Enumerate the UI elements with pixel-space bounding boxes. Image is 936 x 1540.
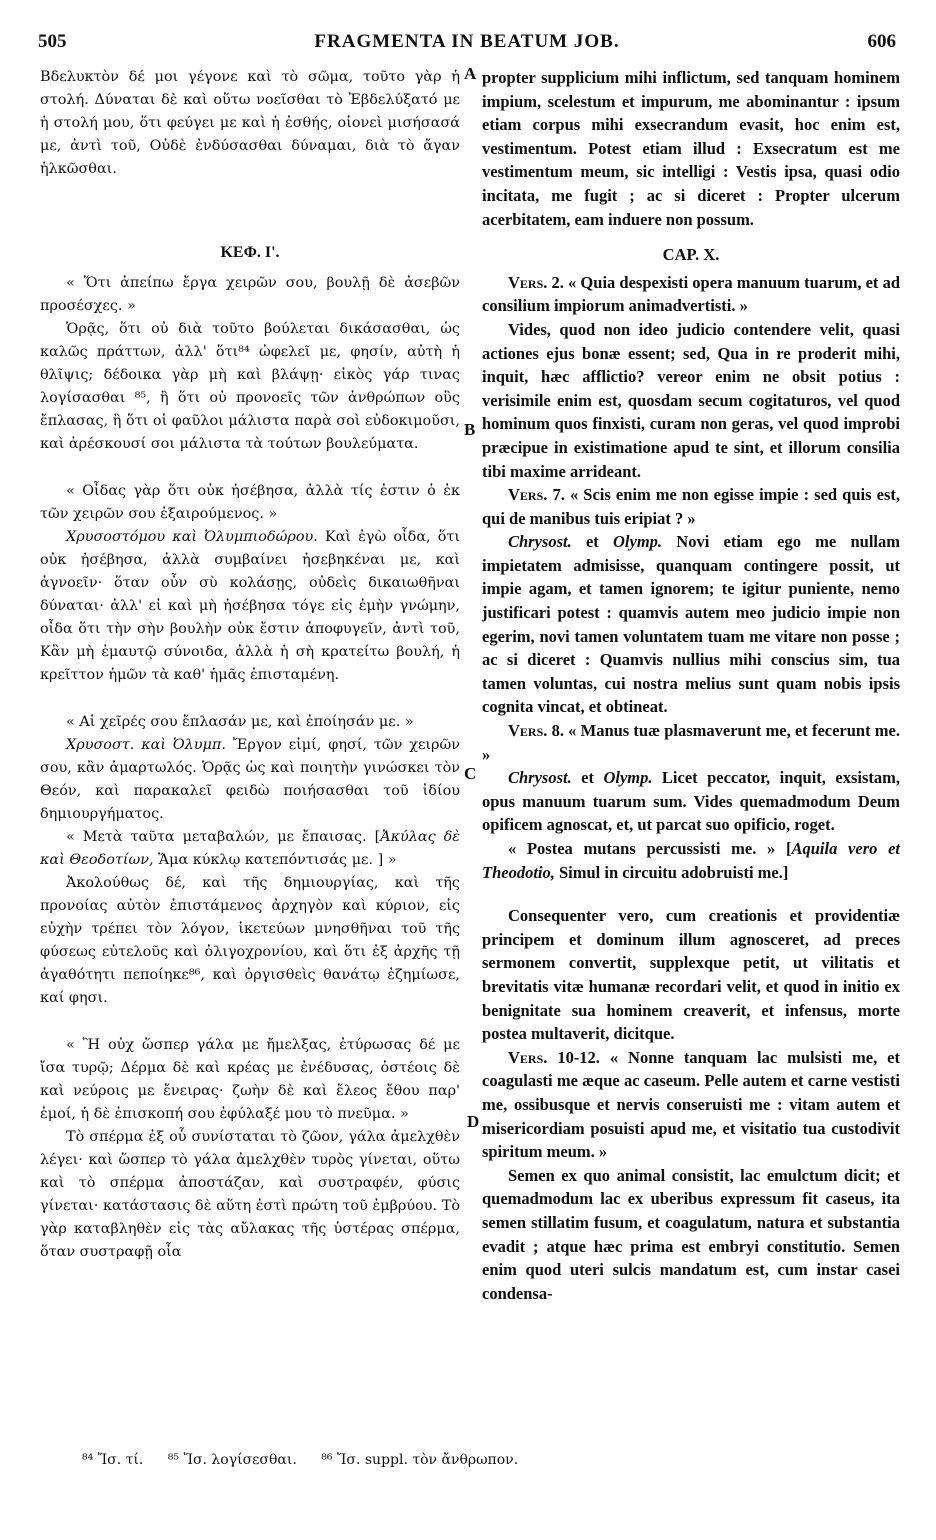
latin-verse-8b-quote: « Postea mutans percussisti me. » [Aquila vero et Theodotio, Simul in circuitu adobruisti me.] [482,839,900,882]
latin-verse-7-quote: Vers. 7. « Scis enim me non egisse impie : sed quis est, qui de manibus tuis eripiat ? » [482,485,900,528]
latin-verse-8b-author: Aquila vero et Theodotio, [482,839,900,882]
latin-chapter-heading: CAP. X. [662,245,720,265]
greek-verse-8b-commentary: Ἀκολούθως δέ, καὶ τῆς δημιουργίας, καὶ τῆς προνοίας αὐτὸν ἐπιστάμενος ἀρχηγὸν καὶ κύριον, εἰς εὐχὴν τρέπει τὸν λόγον, ἱκετεύων μνησθῆναι τοῦ τῆς φύσεως εὐτελοῦς καὶ ὀλιγοχρονίου, καὶ ὅτι ἐξ ἀρχῆς τῇ ἀγαθότητι πεποίηκε⁸⁶, καὶ ὀργισθεὶς θανάτῳ ἐζημίωσε, καί φησι. [40,875,460,1006]
footnote-86: ⁸⁶ Ἴσ. suppl. τὸν ἄνθρωπον. [321,1452,519,1468]
greek-column [40,66,460,1264]
latin-verse-2-quote: Vers. 2. « Quia despexisti opera manuum tuarum, et ad consilium impiorum animadvertisti. » [482,272,900,316]
latin-verse-8-quote: Vers. 8. « Manus tuæ plasmaverunt me, et fecerunt me. » [482,721,900,764]
greek-verse-8-author: Χρυσοστ. καὶ Ὀλυμπ. [66,737,226,753]
margin-mark-c: C [464,764,477,783]
latin-column [482,66,900,1305]
page-number-left: 505 [38,31,67,52]
margin-mark-a: A [464,64,477,83]
latin-verse-10-commentary: Semen ex quo animal consistit, lac emulctum dicit; et quemadmodum lac ex uberibus expressum fit caseus, ita semen stillatim fusum, et coagulatum, natura et substantia evadit ; atque hæc prima est embryi constitutio. Semen enim quod uteri sulcis mandatum est, cum instar casei condensa- [482,1165,900,1303]
footnote-84: ⁸⁴ Ἴσ. τί. [82,1452,144,1468]
greek-verse-10-quote: « Ἢ οὐχ ὥσπερ γάλα με ἤμελξας, ἐτύρωσας δέ με ἴσα τυρῷ; Δέρμα δὲ καὶ κρέας με ἐνέδυσας, ὀστέοις δὲ καὶ νεύροις με ἔνειρας· ζωὴν δὲ καὶ ἔλεος ἔθου παρ' ἐμοί, ἡ δὲ ἐπισκοπή σου ἐφύλαξέ μου τὸ πνεῦμα. » [40,1037,460,1122]
greek-chapter-heading: ΚΕΦ. Ι'. [220,244,280,261]
greek-verse-8b-author: Ἀκύλας δὲ καὶ Θεοδοτίων, [40,829,460,868]
greek-verse-8-commentary: Χρυσοστ. καὶ Ὀλυμπ. Ἔργον εἰμί, φησί, τῶν χειρῶν σου, κἂν ἁμαρτωλός. Ὁρᾷς ὡς καὶ ποιητὴν γινώσκει τὸν Θεόν, καὶ παρακαλεῖ φειδὼ ποιήσασθαι τοῦ ἰδίου δημιουργήματος. [40,737,460,822]
latin-verse-10-label: Vers. 10-12. [508,1047,600,1067]
latin-intro: propter supplicium mihi inflictum, sed tanquam hominem impium, scelestum et impurum, me abominantur : ipsum etiam corpus mihi exsecrandum evasit, hoc enim est, vestimentum. Potest etiam illud : Exsecratum est me vestimentum meum, sic intelligi : Vestis ipsa, quasi odio incitata, me fugit ; ac si diceret : Propter ulcerum acerbitatem, eam induere non possum. [482,68,900,229]
latin-verse-8-commentary: Chrysost. et Olymp. Licet peccator, inquit, exsistam, opus manuum tuarum sum. Vides quemadmodum Deum opificem agnoscat, et, ut parcat suo opificio, roget. [482,768,900,835]
page-header [38,31,896,55]
greek-verse-7-commentary: Χρυσοστόμου καὶ Ὀλυμπιοδώρου. Καὶ ἐγὼ οἶδα, ὅτι οὐκ ἠσέβησα, ἀλλὰ συμβαίνει ἠσεβηκέναι με, καὶ ἀγνοεῖν· ὅταν οὖν σὺ κολάσῃς, οὐδεὶς δικαιωθῆναι δύναται· ἀλλ' εἰ καὶ μὴ ἠσέβησα τόγε εἰς ἐμὴν γνώμην, οἶδα ὅτι τὴν σὴν βουλὴν οὐκ ἔστιν ἀποφυγεῖν, ἀντὶ τοῦ, Κἂν μὴ ἐμαυτῷ σύνοιδα, ἀλλὰ ἡ σὴ κρατείτω βουλή, ἡ κρεῖττον ἡμῶν τὰ καθ' ἡμᾶς ἐπισταμένη. [40,529,461,683]
latin-verse-2-label: Vers. 2. [508,272,564,292]
latin-verse-7-label: Vers. 7. [508,485,565,505]
greek-verse-7-author: Χρυσοστόμου καὶ Ὀλυμπιοδώρου. [66,529,318,545]
latin-verse-2-commentary: Vides, quod non ideo judicio contendere velit, quasi actiones ejus bonæ essent; sed, Qua in re proderit mihi, inquit, hæc afflictio? vereor enim ne obsit potius : verisimile enim est, quosdam secum cogitaturos, vel quod hominum quos finxisti, curam non geras, vel quod improbi præcipue in existimatione apud te sint, et illorum consilia tibi maxime arrideant. [482,319,900,481]
greek-verse-2-quote: « Ὅτι ἀπείπω ἔργα χειρῶν σου, βουλῇ δὲ ἀσεβῶν προσέσχες. » [40,275,460,314]
latin-verse-7-commentary: Chrysost. et Olymp. Novi etiam ego me nullam impietatem admisisse, quanquam contingere possit, ut impie agam, et tamen ignorem; te igitur puniente, nemo justificari potest : quamvis autem meo judicio impie non egerim, novi tamen voluntatem tuam me vitare non posse ; ac si diceret : Quamvis nullius mihi conscius sim, tua tamen voluntas, cui nostra melius sunt quam nobis ipsis cognita vincat, et obtineat. [482,532,900,717]
latin-verse-8-label: Vers. 8. [508,721,564,741]
greek-verse-7-quote: « Οἶδας γὰρ ὅτι οὐκ ἠσέβησα, ἀλλὰ τίς ἐστιν ὁ ἐκ τῶν χειρῶν σου ἐξαιρούμενος. » [40,483,460,522]
page-number-right: 606 [867,31,896,52]
margin-mark-b: B [464,420,476,439]
footnotes [82,1452,538,1468]
footnote-85: ⁸⁵ Ἴσ. λογίσεσθαι. [167,1452,297,1468]
latin-verse-8b-commentary: Consequenter vero, cum creationis et providentiæ principem et dominum illum agnosceret, ad preces sermonem convertit, supplexque petit, ut vilitatis et brevitatis vitæ humanæ recordari velit, et quod in initio ex benignitate sua hominem creaverit, et infensus, morte postea multaverit, dicitque. [482,906,900,1044]
greek-verse-8b-quote: « Μετὰ ταῦτα μεταβαλών, με ἔπαισας. [Ἀκύλας δὲ καὶ Θεοδοτίων, Ἅμα κύκλῳ κατεπόντισάς με. ] » [40,829,460,868]
greek-verse-10-commentary: Τὸ σπέρμα ἐξ οὗ συνίσταται τὸ ζῶον, γάλα ἀμελχθὲν λέγει· καὶ ὥσπερ τὸ γάλα ἀμελχθὲν τυρὸς γίνεται, οὕτω καὶ τὸ σπέρμα ἀποστάζαν, καὶ συστραφέν, φύσις γίνεται· κατάστασις δὲ αὕτη ἐστὶ πρώτη τοῦ ἐμβρύου. Τὸ γὰρ καταβληθὲν εἰς τὰς αὔλακας τῆς ὑστέρας σπέρμα, ὅταν συστραφῇ οἷα [40,1129,460,1260]
latin-verse-10-quote: Vers. 10-12. « Nonne tanquam lac mulsisti me, et coagulasti me æque ac caseum. Pelle autem et carne vestisti me, ossibusque et nervis conseruisti me : vitam autem et misericordiam posuisti apud me, et visitatio tua custodivit spiritum meum. » [482,1047,900,1162]
greek-verse-2-commentary: Ὁρᾷς, ὅτι οὐ διὰ τοῦτο βούλεται δικάσασθαι, ὡς καλῶς πράττων, ἀλλ' ὅτι⁸⁴ ὠφελεῖ με, φησίν, αὐτὴ ἡ θλῖψις; δέδοικα γὰρ μὴ καὶ βλάψῃ· εἰκὸς γάρ τινας λογίσασθαι ⁸⁵, ἢ ὅτι οὐ προνοεῖς τῶν ἀνθρώπων οὓς ἔπλασας, ἢ ὅτι οἱ φαῦλοι μάλιστα παρὰ σοὶ εὐδοκιμοῦσι, καὶ ἀρέσκουσί σοι μάλιστα τὰ τούτων βουλεύματα. [40,321,460,452]
greek-verse-8-quote: « Αἱ χεῖρές σου ἔπλασάν με, καὶ ἐποίησάν με. » [66,714,414,730]
margin-mark-d: D [467,1112,480,1131]
running-title: FRAGMENTA IN BEATUM JOB. [314,31,620,52]
greek-intro: Βδελυκτὸν δέ μοι γέγονε καὶ τὸ σῶμα, τοῦτο γὰρ ἡ στολή. Δύναται δὲ καὶ οὕτω νοεῖσθαι τὸ Ἐβδελύξατό με ἡ στολή μου, ὅτι φεύγει με καὶ ἡ ἐσθής, οἱονεὶ μισήσασά με, ἀντὶ τοῦ, Οὐδὲ ἐνδύσασθαι δύναμαι, διὰ τὸ ἄγαν ἡλκῶσθαι. [40,69,460,177]
